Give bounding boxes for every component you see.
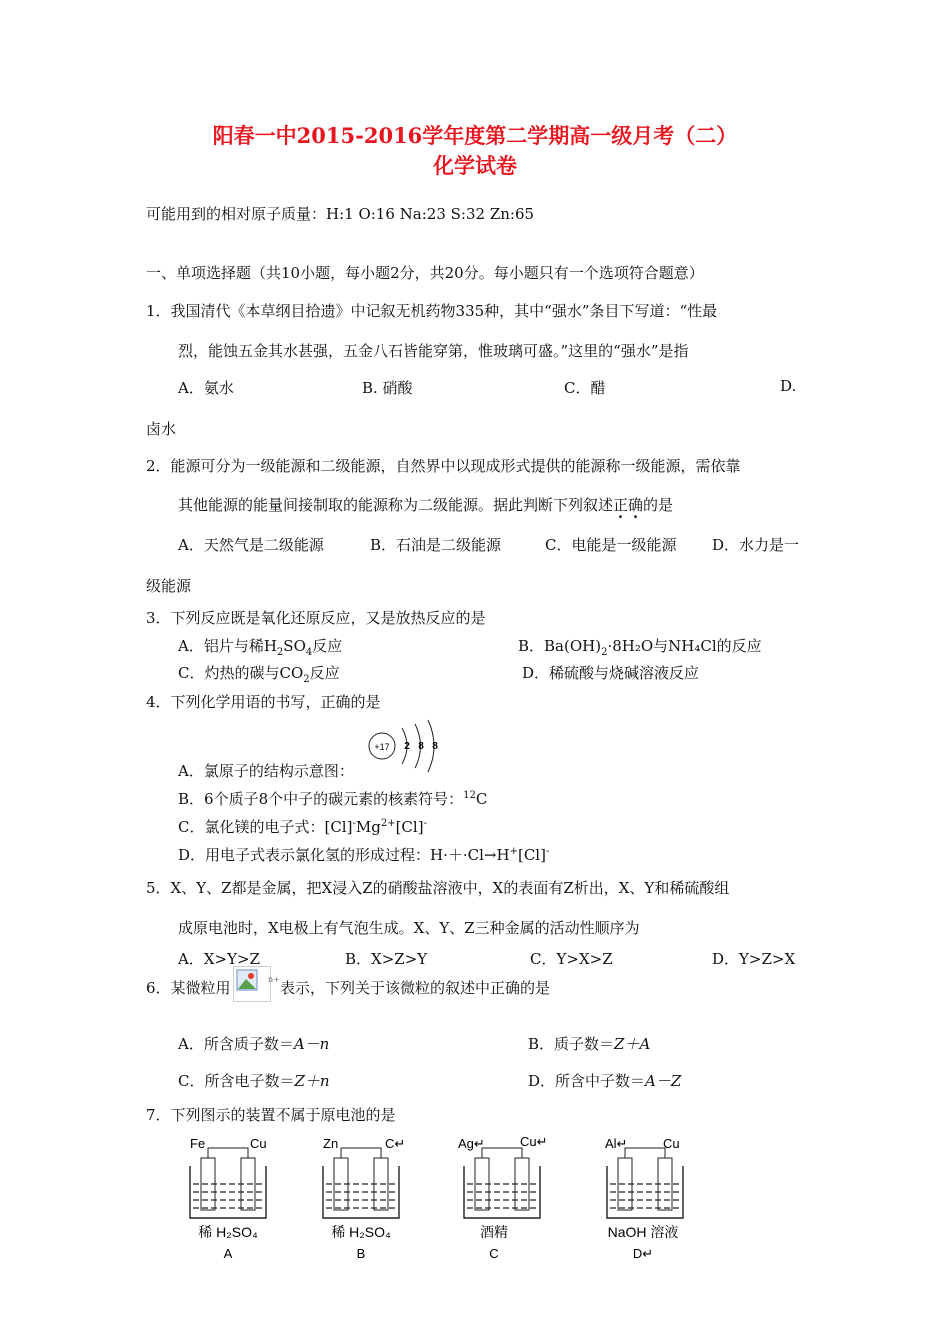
- text: 反应: [309, 664, 340, 682]
- subscript: 2: [601, 647, 608, 658]
- image-placeholder-icon: [236, 969, 258, 991]
- cell-b: [323, 1136, 405, 1261]
- nucleus-charge: +17: [374, 742, 390, 752]
- q6-option-a: [178, 1033, 329, 1054]
- exam-subtitle: 化学试卷: [433, 153, 517, 178]
- option-letter: D↵: [632, 1246, 654, 1261]
- q2-option-d: D．水力是一: [712, 536, 800, 554]
- q3-option-a: [178, 635, 342, 658]
- q3-stem: 3．下列反应既是氧化还原反应，又是放热反应的是: [146, 609, 486, 627]
- q2-option-a: A．天然气是二级能源: [178, 536, 324, 554]
- text: C．氯化镁的电子式：[Cl]: [178, 818, 353, 836]
- q7-stem: 7．下列图示的装置不属于原电池的是: [146, 1106, 396, 1124]
- exam-title: 阳春一中2015-2016学年度第二学期高一级月考（二）: [212, 123, 738, 148]
- q2-option-c: C．电能是一级能源: [545, 536, 677, 554]
- text: B．6个质子8个中子的碳元素的核素符号：: [178, 790, 464, 808]
- section-heading: 一、单项选择题（共10小题，每小题2分，共20分。每小题只有一个选项符合题意）: [146, 264, 704, 282]
- q2-stem-line1: 2．能源可分为一级能源和二级能源，自然界中以现成形式提供的能源称一级能源，需依靠: [146, 457, 741, 475]
- superscript: 2+: [380, 818, 396, 829]
- solution-label: 稀 H₂SO₄: [198, 1224, 258, 1240]
- q5-option-a: A．X>Y>Z: [178, 950, 260, 968]
- text: [Cl]: [517, 846, 546, 864]
- option-letter: A: [223, 1246, 233, 1261]
- q4-stem: 4．下列化学用语的书写，正确的是: [146, 693, 381, 711]
- electrode-right-label: Cu↵: [520, 1134, 548, 1149]
- cell-d: [605, 1136, 683, 1261]
- math-expression: Z＋A: [614, 1035, 651, 1053]
- q3-option-b: [518, 635, 762, 658]
- emphasis-char: 正: [613, 496, 629, 514]
- shell-electrons-2: 8: [418, 741, 424, 752]
- text: D．所含中子数＝: [528, 1072, 646, 1090]
- q1-option-d: D.: [780, 377, 797, 395]
- text: A．所含质子数＝: [178, 1035, 294, 1053]
- q6-option-d: [528, 1070, 681, 1091]
- shell-electrons-3: 8: [432, 741, 438, 752]
- text: A．铝片与稀H: [178, 637, 277, 655]
- text: B．Ba(OH): [518, 637, 602, 655]
- option-letter: C: [489, 1246, 499, 1261]
- math-expression: Z＋n: [294, 1072, 330, 1090]
- text: 反应: [312, 637, 343, 655]
- electrode-right-label: Cu: [663, 1136, 680, 1151]
- text: C: [475, 790, 488, 808]
- electrode-left-label: Zn: [323, 1136, 339, 1151]
- text: B．质子数＝: [528, 1035, 615, 1053]
- text: C．灼热的碳与CO: [178, 664, 304, 682]
- text: ·8H₂O与NH₄Cl的反应: [607, 637, 762, 655]
- subscript: 2: [303, 674, 310, 685]
- q5-option-b: B．X>Z>Y: [345, 950, 428, 968]
- galvanic-cell-diagrams: [170, 1128, 730, 1263]
- cell-a: [190, 1136, 267, 1261]
- text: D．用电子式表示氯化氢的形成过程：H·＋·Cl→H: [178, 846, 510, 864]
- q4-option-a: A．氯原子的结构示意图：: [178, 762, 354, 780]
- q2-option-b: B．石油是二级能源: [370, 536, 502, 554]
- q3-option-c: [178, 662, 340, 685]
- broken-image-icon: [233, 966, 271, 1002]
- cell-c: [458, 1134, 548, 1261]
- q1-option-a: A．氨水: [178, 379, 234, 397]
- text: SO: [283, 637, 306, 655]
- q4-option-b: [178, 788, 487, 809]
- q1-stem-line1: 1．我国清代《本草纲目拾遗》中记叙无机药物335种，其中“强水”条目下写道：“性最: [146, 302, 718, 320]
- solution-label: 酒精: [480, 1224, 508, 1240]
- superscript: +: [509, 846, 518, 857]
- q4-option-c: [178, 816, 427, 837]
- q1-option-b: B. 硝酸: [362, 379, 413, 397]
- q2-stem-text: 其他能源的能量间接制取的能源称为二级能源。据此判断下列叙述: [178, 496, 614, 514]
- q6-stem-start: 6．某微粒用: [146, 979, 231, 997]
- q1-option-c: C．醋: [564, 379, 606, 397]
- math-expression: A－n: [293, 1035, 330, 1053]
- q2-stem-text: 的是: [643, 496, 674, 514]
- subscript: 2: [276, 647, 284, 658]
- superscript: -: [423, 818, 427, 829]
- q4-option-d: [178, 844, 549, 865]
- q3-option-d: D．稀硫酸与烧碱溶液反应: [522, 664, 700, 682]
- electrode-left-label: Ag↵: [458, 1136, 485, 1151]
- text: C．所含电子数＝: [178, 1072, 295, 1090]
- particle-charge-label: n+: [268, 975, 280, 984]
- q5-stem-line2: 成原电池时，X电极上有气泡生成。X、Y、Z三种金属的活动性顺序为: [178, 919, 640, 937]
- q6-option-b: [528, 1033, 650, 1054]
- shell-electrons-1: 2: [404, 741, 410, 752]
- text: Mg: [355, 818, 381, 836]
- option-letter: B: [356, 1246, 366, 1261]
- superscript: -: [352, 818, 356, 829]
- q5-option-c: C．Y>X>Z: [530, 950, 613, 968]
- electrode-right-label: C↵: [385, 1136, 406, 1151]
- q1-option-d-wrap: 卤水: [146, 420, 177, 438]
- q6-option-c: [178, 1070, 330, 1091]
- chlorine-atom-diagram: [366, 718, 446, 774]
- emphasis-char: 确: [628, 496, 644, 514]
- q6-stem-end: 表示，下列关于该微粒的叙述中正确的是: [280, 979, 551, 997]
- solution-label: NaOH 溶液: [607, 1224, 679, 1240]
- solution-label: 稀 H₂SO₄: [331, 1224, 391, 1240]
- q2-stem-line2: [178, 494, 673, 515]
- electrode-right-label: Cu: [250, 1136, 267, 1151]
- q1-stem-line2: 烈，能蚀五金其水甚强，五金八石皆能穿第，惟玻璃可盛。”这里的“强水”是指: [178, 342, 689, 360]
- subscript: 4: [305, 647, 313, 658]
- superscript: 12: [463, 790, 476, 801]
- electrode-left-label: Al↵: [605, 1136, 628, 1151]
- q5-option-d: D．Y>Z>X: [712, 950, 796, 968]
- electrode-left-label: Fe: [190, 1136, 206, 1151]
- q5-stem-line1: 5．X、Y、Z都是金属，把X浸入Z的硝酸盐溶液中，X的表面有Z析出，X、Y和稀硫酸组: [146, 879, 730, 897]
- q2-option-d-wrap: 级能源: [146, 577, 192, 595]
- text: [Cl]: [395, 818, 424, 836]
- atomic-masses: 可能用到的相对原子质量：H:1 O:16 Na:23 S:32 Zn:65: [146, 205, 535, 223]
- superscript: -: [545, 846, 550, 857]
- math-expression: A－Z: [645, 1072, 682, 1090]
